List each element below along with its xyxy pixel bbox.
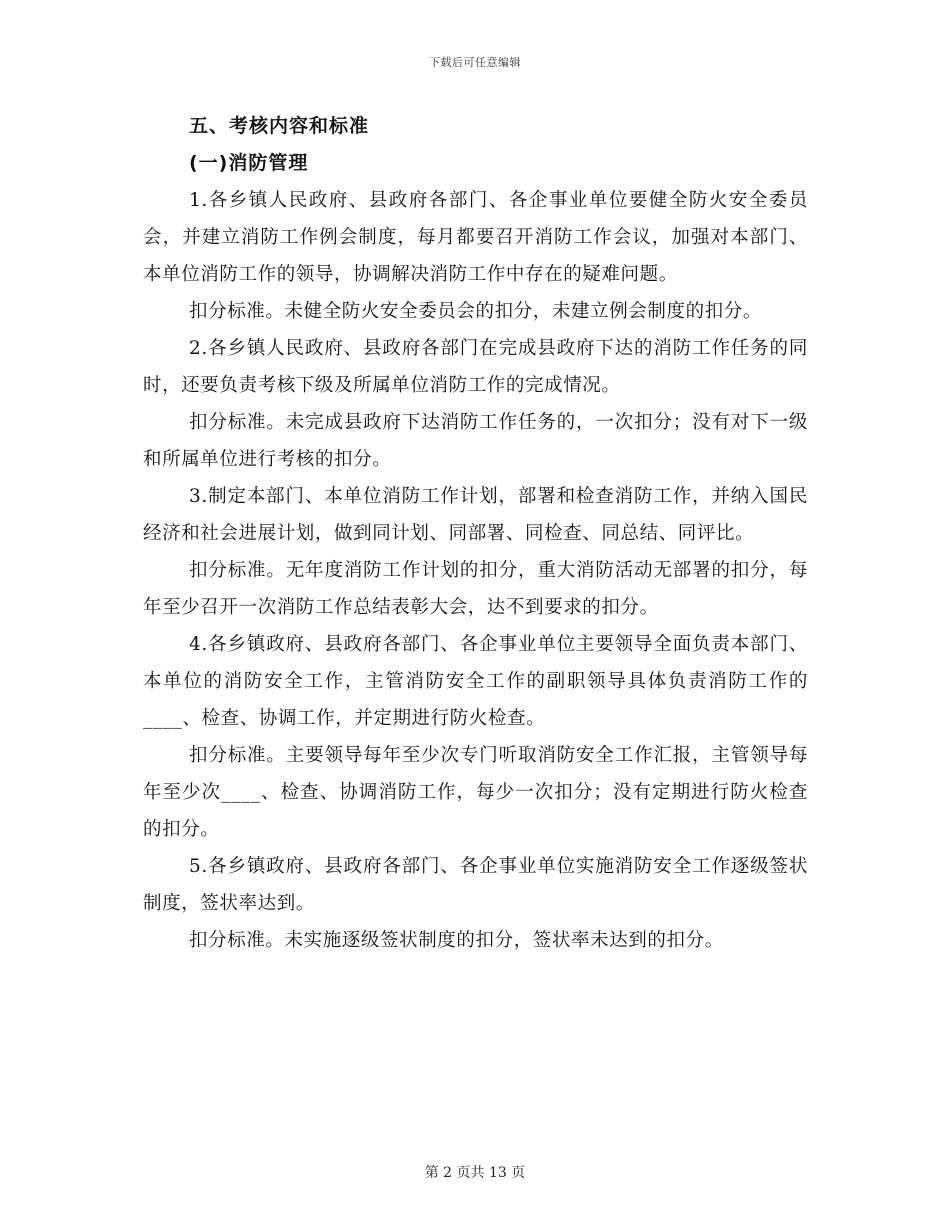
paragraph-item-1: 1.各乡镇人民政府、县政府各部门、各企事业单位要健全防火安全委员会，并建立消防工作例会制度，每月都要召开消防工作会议，加强对本部门、本单位消防工作的领导，协调解决消防工作中存在的疑难问题。 (143, 190, 808, 285)
paragraph-item-4: 4.各乡镇政府、县政府各部门、各企事业单位主要领导全面负责本部门、本单位的消防安全工作，主管消防安全工作的副职领导具体负责消防工作的____、检查、协调工作，并定期进行防火检查。 (143, 634, 808, 729)
paragraph-deduction-1: 扣分标准。未健全防火安全委员会的扣分，未建立例会制度的扣分。 (189, 301, 763, 322)
subsection-title: (一)消防管理 (189, 152, 309, 174)
paragraph-deduction-3: 扣分标准。无年度消防工作计划的扣分，重大消防活动无部署的扣分，每年至少召开一次消防工作总结表彰大会，达不到要求的扣分。 (143, 560, 808, 618)
paragraph-deduction-4: 扣分标准。主要领导每年至少次专门听取消防安全工作汇报，主管领导每年至少次____、检查、协调消防工作，每少一次扣分；没有定期进行防火检查的扣分。 (143, 745, 808, 840)
section-title: 五、考核内容和标准 (189, 115, 370, 137)
paragraph-item-2: 2.各乡镇人民政府、县政府各部门在完成县政府下达的消防工作任务的同时，还要负责考核下级及所属单位消防工作的完成情况。 (143, 338, 808, 396)
document-body (143, 108, 808, 959)
page-header-note: 下载后可任意编辑 (429, 56, 521, 69)
paragraph-deduction-2: 扣分标准。未完成县政府下达消防工作任务的，一次扣分；没有对下一级和所属单位进行考核的扣分。 (143, 412, 808, 470)
paragraph-item-5: 5.各乡镇政府、县政府各部门、各企事业单位实施消防安全工作逐级签状制度，签状率达到。 (143, 856, 808, 914)
paragraph-item-3: 3.制定本部门、本单位消防工作计划，部署和检查消防工作，并纳入国民经济和社会进展计划，做到同计划、同部署、同检查、同总结、同评比。 (143, 486, 808, 544)
paragraph-deduction-5: 扣分标准。未实施逐级签状制度的扣分，签状率未达到的扣分。 (189, 930, 724, 951)
page-footer: 第 2 页共 13 页 (424, 1165, 526, 1181)
